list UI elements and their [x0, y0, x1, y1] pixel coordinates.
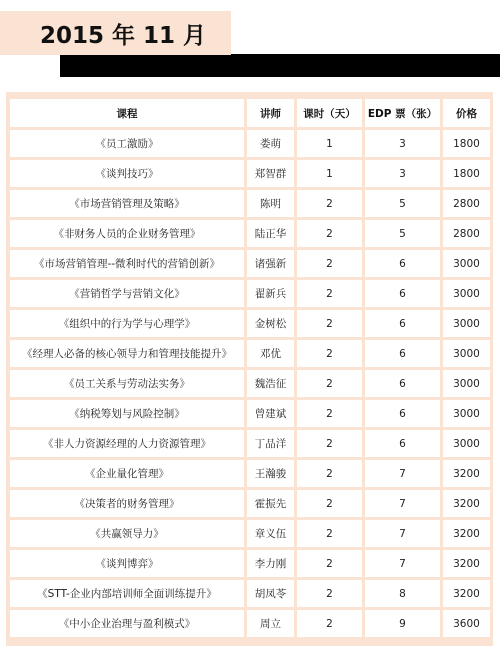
- header-price: 价格: [443, 99, 490, 127]
- table-row: [10, 430, 490, 457]
- course-cell: 《经理人必备的核心领导力和管理技能提升》: [10, 340, 247, 367]
- hours-cell: 2: [297, 280, 365, 307]
- hours-cell: 2: [297, 250, 365, 277]
- tickets-cell: 5: [365, 220, 443, 247]
- course-table: [10, 96, 490, 640]
- price-cell: 3600: [443, 610, 490, 637]
- lecturer-cell: 李力刚: [247, 550, 297, 577]
- header-hours: 课时（天）: [297, 99, 365, 127]
- header-tickets: EDP 票（张）: [365, 99, 443, 127]
- table-row: [10, 190, 490, 217]
- tickets-cell: 7: [365, 490, 443, 517]
- lecturer-cell: 郑智群: [247, 160, 297, 187]
- table-row: [10, 160, 490, 187]
- lecturer-cell: 王瀚骏: [247, 460, 297, 487]
- tickets-cell: 6: [365, 310, 443, 337]
- lecturer-cell: 邓优: [247, 340, 297, 367]
- tickets-cell: 6: [365, 370, 443, 397]
- table-row: [10, 550, 490, 577]
- hours-cell: 2: [297, 430, 365, 457]
- lecturer-cell: 娄萌: [247, 130, 297, 157]
- course-cell: 《员工关系与劳动法实务》: [10, 370, 247, 397]
- table-row: [10, 610, 490, 637]
- price-cell: 3000: [443, 370, 490, 397]
- hours-cell: 2: [297, 460, 365, 487]
- table-row: [10, 250, 490, 277]
- course-cell: 《组织中的行为学与心理学》: [10, 310, 247, 337]
- lecturer-cell: 曾建斌: [247, 400, 297, 427]
- tickets-cell: 9: [365, 610, 443, 637]
- price-cell: 3200: [443, 460, 490, 487]
- course-cell: 《非财务人员的企业财务管理》: [10, 220, 247, 247]
- table-row: [10, 310, 490, 337]
- tickets-cell: 6: [365, 250, 443, 277]
- hours-cell: 2: [297, 610, 365, 637]
- course-cell: 《谈判技巧》: [10, 160, 247, 187]
- course-cell: 《纳税筹划与风险控制》: [10, 400, 247, 427]
- price-cell: 3000: [443, 280, 490, 307]
- table-row: [10, 400, 490, 427]
- lecturer-cell: 丁品洋: [247, 430, 297, 457]
- price-cell: 3000: [443, 250, 490, 277]
- price-cell: 1800: [443, 160, 490, 187]
- table-row: [10, 460, 490, 487]
- table-row: [10, 370, 490, 397]
- header-bar: [60, 54, 500, 77]
- hours-cell: 2: [297, 220, 365, 247]
- hours-cell: 1: [297, 130, 365, 157]
- course-cell: 《决策者的财务管理》: [10, 490, 247, 517]
- table-row: [10, 490, 490, 517]
- price-cell: 3200: [443, 580, 490, 607]
- tickets-cell: 6: [365, 430, 443, 457]
- table-body: [10, 130, 490, 637]
- course-cell: 《市场营销管理及策略》: [10, 190, 247, 217]
- lecturer-cell: 陆正华: [247, 220, 297, 247]
- table-row: [10, 520, 490, 547]
- course-cell: 《企业量化管理》: [10, 460, 247, 487]
- tickets-cell: 3: [365, 130, 443, 157]
- course-cell: 《谈判博弈》: [10, 550, 247, 577]
- lecturer-cell: 胡凤苓: [247, 580, 297, 607]
- lecturer-cell: 魏浩征: [247, 370, 297, 397]
- price-cell: 3000: [443, 400, 490, 427]
- course-cell: 《共赢领导力》: [10, 520, 247, 547]
- course-cell: 《市场营销管理--微利时代的营销创新》: [10, 250, 247, 277]
- header-lecturer: 讲师: [247, 99, 297, 127]
- tickets-cell: 6: [365, 340, 443, 367]
- price-cell: 3000: [443, 340, 490, 367]
- hours-cell: 2: [297, 310, 365, 337]
- lecturer-cell: 霍振先: [247, 490, 297, 517]
- price-cell: 2800: [443, 190, 490, 217]
- tickets-cell: 5: [365, 190, 443, 217]
- price-cell: 3200: [443, 550, 490, 577]
- table-row: [10, 280, 490, 307]
- price-cell: 3200: [443, 520, 490, 547]
- tickets-cell: 7: [365, 520, 443, 547]
- hours-cell: 2: [297, 400, 365, 427]
- lecturer-cell: 翟新兵: [247, 280, 297, 307]
- tickets-cell: 7: [365, 550, 443, 577]
- course-cell: 《中小企业治理与盈利模式》: [10, 610, 247, 637]
- course-cell: 《STT-企业内部培训师全面训练提升》: [10, 580, 247, 607]
- tickets-cell: 6: [365, 400, 443, 427]
- table-row: [10, 220, 490, 247]
- lecturer-cell: 陈明: [247, 190, 297, 217]
- lecturer-cell: 金树松: [247, 310, 297, 337]
- header-course: 课程: [10, 99, 247, 127]
- lecturer-cell: 周立: [247, 610, 297, 637]
- price-cell: 3200: [443, 490, 490, 517]
- hours-cell: 2: [297, 370, 365, 397]
- price-cell: 1800: [443, 130, 490, 157]
- price-cell: 3000: [443, 310, 490, 337]
- price-cell: 3000: [443, 430, 490, 457]
- table-row: [10, 340, 490, 367]
- hours-cell: 2: [297, 520, 365, 547]
- hours-cell: 2: [297, 490, 365, 517]
- hours-cell: 2: [297, 580, 365, 607]
- hours-cell: 2: [297, 340, 365, 367]
- tickets-cell: 8: [365, 580, 443, 607]
- lecturer-cell: 章义伍: [247, 520, 297, 547]
- course-cell: 《营销哲学与营销文化》: [10, 280, 247, 307]
- table-header-row: [10, 99, 490, 127]
- hours-cell: 2: [297, 190, 365, 217]
- hours-cell: 2: [297, 550, 365, 577]
- hours-cell: 1: [297, 160, 365, 187]
- table-row: [10, 130, 490, 157]
- tickets-cell: 3: [365, 160, 443, 187]
- lecturer-cell: 诸强新: [247, 250, 297, 277]
- table-row: [10, 580, 490, 607]
- page-title: 2015 年 11 月: [0, 11, 231, 55]
- tickets-cell: 7: [365, 460, 443, 487]
- tickets-cell: 6: [365, 280, 443, 307]
- price-cell: 2800: [443, 220, 490, 247]
- course-cell: 《非人力资源经理的人力资源管理》: [10, 430, 247, 457]
- course-cell: 《员工激励》: [10, 130, 247, 157]
- course-table-container: [6, 92, 493, 646]
